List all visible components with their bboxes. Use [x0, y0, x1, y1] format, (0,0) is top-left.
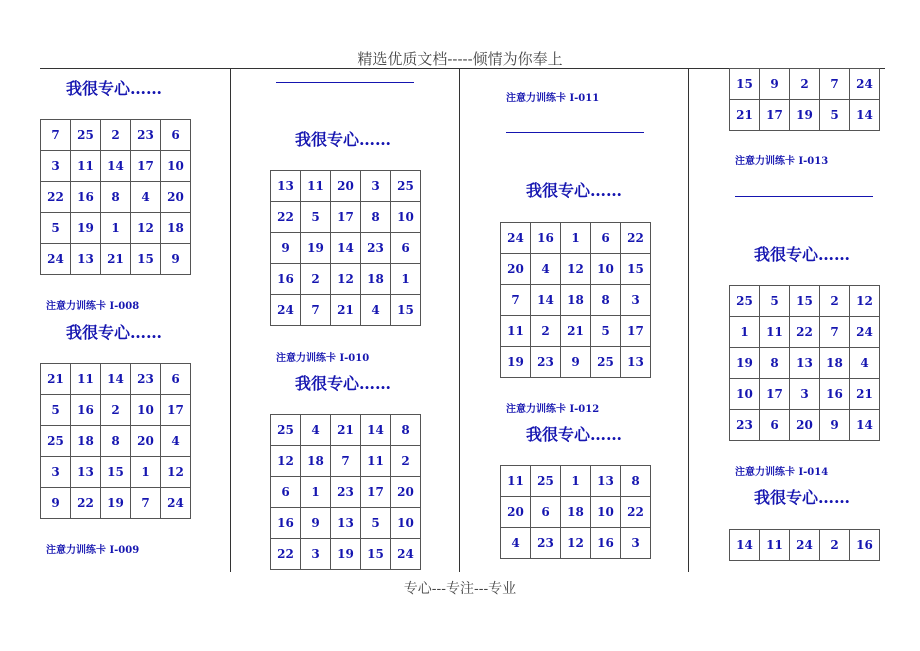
grid-cell: 4	[361, 295, 391, 326]
grid-cell: 21	[561, 316, 591, 347]
grid-cell: 22	[271, 202, 301, 233]
grid-cell: 10	[131, 395, 161, 426]
grid-row	[41, 395, 191, 426]
grid-cell: 1	[101, 213, 131, 244]
grid-cell: 12	[271, 446, 301, 477]
grid-cell: 10	[161, 151, 191, 182]
grid-cell: 4	[501, 528, 531, 559]
blank-rule	[276, 82, 414, 83]
grid-cell: 23	[131, 120, 161, 151]
grid-cell: 5	[361, 508, 391, 539]
grid-cell: 25	[531, 466, 561, 497]
grid-cell: 13	[331, 508, 361, 539]
grid-cell: 4	[531, 254, 561, 285]
grid-cell: 13	[71, 244, 101, 275]
grid-cell: 22	[621, 223, 651, 254]
number-grid	[729, 68, 880, 131]
grid-cell: 7	[820, 317, 850, 348]
grid-row	[271, 171, 421, 202]
grid-cell: 2	[820, 530, 850, 561]
grid-cell: 24	[850, 69, 880, 100]
grid-cell: 10	[591, 497, 621, 528]
grid-row	[501, 254, 651, 285]
grid-cell: 9	[301, 508, 331, 539]
grid-row	[41, 182, 191, 213]
grid-cell: 13	[621, 347, 651, 378]
grid-cell: 24	[161, 488, 191, 519]
grid-cell: 4	[301, 415, 331, 446]
grid-cell: 3	[790, 379, 820, 410]
grid-cell: 2	[531, 316, 561, 347]
grid-cell: 11	[760, 317, 790, 348]
grid-row	[41, 151, 191, 182]
grid-cell: 2	[101, 120, 131, 151]
grid-row	[271, 202, 421, 233]
grid-cell: 25	[41, 426, 71, 457]
grid-cell: 3	[301, 539, 331, 570]
grid-cell: 24	[391, 539, 421, 570]
grid-cell: 11	[71, 364, 101, 395]
grid-row	[730, 69, 880, 100]
grid-cell: 19	[790, 100, 820, 131]
grid-cell: 4	[161, 426, 191, 457]
grid-cell: 3	[621, 285, 651, 316]
grid-cell: 2	[101, 395, 131, 426]
grid-cell: 10	[730, 379, 760, 410]
grid-cell: 13	[790, 348, 820, 379]
grid-cell: 2	[790, 69, 820, 100]
grid-row	[501, 497, 651, 528]
grid-cell: 20	[501, 254, 531, 285]
grid-cell: 23	[331, 477, 361, 508]
card-title: 我很专心……	[295, 374, 392, 393]
grid-row	[41, 457, 191, 488]
card-label: 注意力训练卡 I-008	[46, 301, 140, 312]
grid-row	[271, 539, 421, 570]
grid-cell: 21	[41, 364, 71, 395]
grid-cell: 18	[361, 264, 391, 295]
grid-cell: 21	[331, 415, 361, 446]
number-grid	[270, 170, 421, 326]
grid-cell: 24	[271, 295, 301, 326]
grid-cell: 2	[301, 264, 331, 295]
grid-cell: 8	[621, 466, 651, 497]
column-divider	[230, 68, 231, 572]
grid-cell: 1	[301, 477, 331, 508]
grid-row	[730, 317, 880, 348]
grid-cell: 6	[161, 120, 191, 151]
grid-row	[271, 477, 421, 508]
grid-cell: 5	[760, 286, 790, 317]
grid-row	[41, 426, 191, 457]
grid-cell: 11	[301, 171, 331, 202]
grid-cell: 16	[531, 223, 561, 254]
grid-cell: 17	[331, 202, 361, 233]
grid-cell: 12	[561, 254, 591, 285]
number-grid	[270, 414, 421, 570]
grid-cell: 8	[591, 285, 621, 316]
grid-cell: 12	[131, 213, 161, 244]
card-label: 注意力训练卡 I-014	[735, 467, 829, 478]
grid-row	[271, 233, 421, 264]
grid-cell: 25	[730, 286, 760, 317]
grid-cell: 4	[850, 348, 880, 379]
grid-cell: 16	[850, 530, 880, 561]
grid-cell: 21	[101, 244, 131, 275]
grid-cell: 14	[101, 151, 131, 182]
grid-cell: 4	[131, 182, 161, 213]
grid-cell: 18	[161, 213, 191, 244]
grid-cell: 17	[760, 379, 790, 410]
grid-row	[41, 488, 191, 519]
grid-cell: 6	[591, 223, 621, 254]
grid-row	[501, 223, 651, 254]
grid-cell: 24	[501, 223, 531, 254]
grid-cell: 16	[271, 508, 301, 539]
grid-cell: 14	[850, 410, 880, 441]
grid-cell: 21	[730, 100, 760, 131]
grid-row	[271, 295, 421, 326]
grid-cell: 12	[850, 286, 880, 317]
grid-row	[730, 348, 880, 379]
grid-cell: 10	[391, 508, 421, 539]
grid-cell: 8	[101, 426, 131, 457]
grid-cell: 9	[820, 410, 850, 441]
grid-cell: 25	[591, 347, 621, 378]
grid-cell: 7	[41, 120, 71, 151]
grid-cell: 20	[161, 182, 191, 213]
grid-cell: 21	[331, 295, 361, 326]
grid-row	[41, 244, 191, 275]
grid-row	[501, 466, 651, 497]
grid-cell: 10	[591, 254, 621, 285]
grid-cell: 14	[730, 530, 760, 561]
grid-cell: 12	[561, 528, 591, 559]
grid-cell: 20	[790, 410, 820, 441]
card-title: 我很专心……	[754, 245, 851, 264]
grid-cell: 3	[621, 528, 651, 559]
grid-cell: 19	[301, 233, 331, 264]
grid-cell: 20	[391, 477, 421, 508]
card-title: 我很专心……	[295, 130, 392, 149]
grid-cell: 14	[531, 285, 561, 316]
grid-cell: 6	[391, 233, 421, 264]
grid-row	[730, 410, 880, 441]
grid-cell: 2	[391, 446, 421, 477]
grid-cell: 17	[131, 151, 161, 182]
grid-cell: 20	[131, 426, 161, 457]
grid-cell: 16	[820, 379, 850, 410]
grid-cell: 16	[271, 264, 301, 295]
grid-cell: 23	[531, 347, 561, 378]
grid-cell: 17	[161, 395, 191, 426]
grid-cell: 24	[41, 244, 71, 275]
grid-row	[41, 120, 191, 151]
grid-row	[501, 528, 651, 559]
grid-cell: 25	[271, 415, 301, 446]
grid-cell: 23	[361, 233, 391, 264]
grid-cell: 14	[850, 100, 880, 131]
grid-cell: 19	[730, 348, 760, 379]
grid-cell: 11	[361, 446, 391, 477]
grid-cell: 5	[820, 100, 850, 131]
grid-cell: 1	[730, 317, 760, 348]
grid-cell: 23	[531, 528, 561, 559]
grid-cell: 9	[161, 244, 191, 275]
grid-cell: 19	[501, 347, 531, 378]
page-header: 精选优质文档-----倾情为你奉上	[357, 50, 563, 68]
grid-row	[271, 446, 421, 477]
grid-cell: 15	[131, 244, 161, 275]
grid-row	[41, 364, 191, 395]
grid-cell: 1	[561, 466, 591, 497]
grid-cell: 6	[161, 364, 191, 395]
grid-cell: 14	[101, 364, 131, 395]
number-grid	[40, 119, 191, 275]
grid-row	[730, 286, 880, 317]
grid-row	[730, 100, 880, 131]
grid-cell: 15	[361, 539, 391, 570]
grid-row	[501, 316, 651, 347]
blank-rule	[735, 196, 873, 197]
grid-cell: 17	[361, 477, 391, 508]
grid-cell: 1	[131, 457, 161, 488]
grid-cell: 9	[271, 233, 301, 264]
grid-cell: 25	[71, 120, 101, 151]
grid-cell: 17	[621, 316, 651, 347]
grid-cell: 14	[331, 233, 361, 264]
grid-cell: 1	[561, 223, 591, 254]
grid-cell: 12	[331, 264, 361, 295]
grid-row	[501, 347, 651, 378]
card-title: 我很专心……	[66, 323, 163, 342]
card-label: 注意力训练卡 I-012	[506, 404, 600, 415]
grid-cell: 3	[41, 151, 71, 182]
number-grid	[40, 363, 191, 519]
blank-rule	[506, 132, 644, 133]
grid-cell: 25	[391, 171, 421, 202]
grid-cell: 17	[760, 100, 790, 131]
grid-cell: 3	[41, 457, 71, 488]
grid-cell: 7	[501, 285, 531, 316]
column-divider	[688, 68, 689, 572]
grid-cell: 15	[391, 295, 421, 326]
grid-cell: 6	[271, 477, 301, 508]
grid-cell: 16	[591, 528, 621, 559]
grid-cell: 14	[361, 415, 391, 446]
grid-cell: 5	[41, 213, 71, 244]
card-title: 我很专心……	[526, 425, 623, 444]
grid-cell: 22	[271, 539, 301, 570]
grid-cell: 18	[820, 348, 850, 379]
grid-cell: 20	[331, 171, 361, 202]
grid-cell: 22	[41, 182, 71, 213]
card-label: 注意力训练卡 I-009	[46, 545, 140, 556]
card-label: 注意力训练卡 I-013	[735, 156, 829, 167]
grid-cell: 18	[71, 426, 101, 457]
grid-cell: 2	[820, 286, 850, 317]
grid-cell: 9	[760, 69, 790, 100]
grid-cell: 7	[131, 488, 161, 519]
grid-cell: 13	[71, 457, 101, 488]
grid-cell: 7	[820, 69, 850, 100]
grid-cell: 19	[71, 213, 101, 244]
grid-row	[41, 213, 191, 244]
card-label: 注意力训练卡 I-011	[506, 93, 600, 104]
card-title: 我很专心……	[66, 79, 163, 98]
grid-cell: 5	[41, 395, 71, 426]
grid-cell: 22	[790, 317, 820, 348]
grid-cell: 3	[361, 171, 391, 202]
grid-cell: 7	[301, 295, 331, 326]
grid-cell: 6	[531, 497, 561, 528]
number-grid	[729, 285, 880, 441]
grid-cell: 16	[71, 182, 101, 213]
grid-cell: 8	[760, 348, 790, 379]
number-grid	[729, 529, 880, 561]
grid-cell: 11	[760, 530, 790, 561]
grid-cell: 21	[850, 379, 880, 410]
number-grid	[500, 465, 651, 559]
grid-cell: 19	[101, 488, 131, 519]
grid-cell: 9	[41, 488, 71, 519]
card-label: 注意力训练卡 I-010	[276, 353, 370, 364]
grid-cell: 22	[621, 497, 651, 528]
grid-row	[730, 530, 880, 561]
grid-cell: 15	[790, 286, 820, 317]
grid-cell: 15	[101, 457, 131, 488]
grid-cell: 23	[131, 364, 161, 395]
grid-cell: 15	[621, 254, 651, 285]
grid-cell: 9	[561, 347, 591, 378]
grid-row	[501, 285, 651, 316]
grid-cell: 8	[391, 415, 421, 446]
grid-cell: 22	[71, 488, 101, 519]
grid-cell: 11	[71, 151, 101, 182]
grid-cell: 19	[331, 539, 361, 570]
grid-cell: 12	[161, 457, 191, 488]
grid-cell: 16	[71, 395, 101, 426]
grid-cell: 7	[331, 446, 361, 477]
grid-row	[271, 264, 421, 295]
grid-cell: 18	[561, 497, 591, 528]
grid-cell: 5	[301, 202, 331, 233]
grid-row	[730, 379, 880, 410]
column-divider	[459, 68, 460, 572]
grid-cell: 23	[730, 410, 760, 441]
card-title: 我很专心……	[526, 181, 623, 200]
grid-row	[271, 508, 421, 539]
grid-cell: 13	[271, 171, 301, 202]
grid-cell: 18	[561, 285, 591, 316]
grid-cell: 8	[361, 202, 391, 233]
grid-cell: 15	[730, 69, 760, 100]
number-grid	[500, 222, 651, 378]
grid-cell: 20	[501, 497, 531, 528]
grid-row	[271, 415, 421, 446]
grid-cell: 11	[501, 316, 531, 347]
grid-cell: 11	[501, 466, 531, 497]
grid-cell: 1	[391, 264, 421, 295]
grid-cell: 24	[850, 317, 880, 348]
grid-cell: 24	[790, 530, 820, 561]
grid-cell: 8	[101, 182, 131, 213]
grid-cell: 18	[301, 446, 331, 477]
grid-cell: 6	[760, 410, 790, 441]
grid-cell: 5	[591, 316, 621, 347]
card-title: 我很专心……	[754, 488, 851, 507]
grid-cell: 10	[391, 202, 421, 233]
page-footer: 专心---专注---专业	[403, 581, 517, 597]
grid-cell: 13	[591, 466, 621, 497]
